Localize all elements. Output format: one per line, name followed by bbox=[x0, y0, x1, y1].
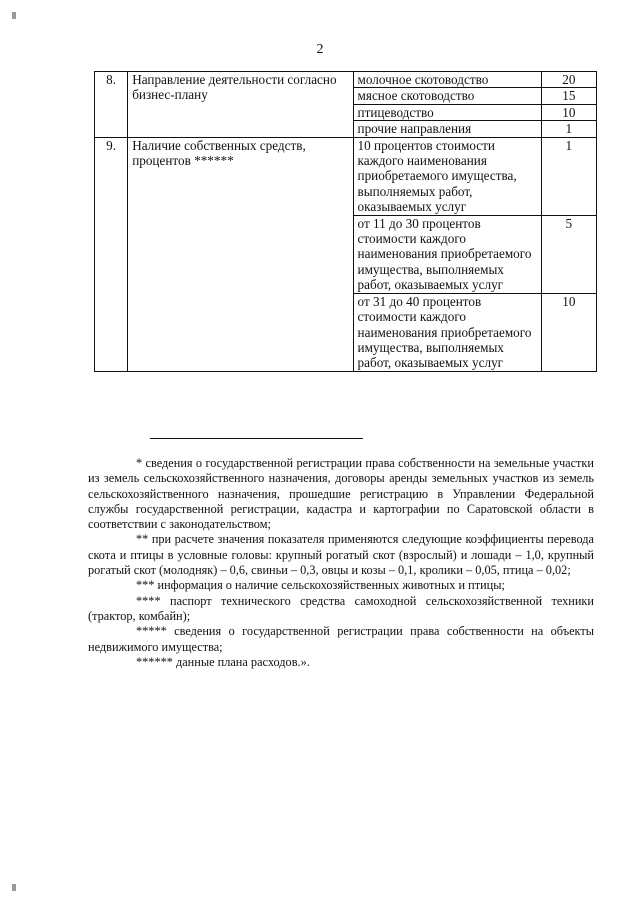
table-row bbox=[95, 72, 597, 88]
row-number: 9. bbox=[95, 137, 128, 371]
option-points: 10 bbox=[541, 293, 596, 371]
table-row bbox=[95, 137, 597, 215]
criterion-name: Направление деятельности согласно бизнес-плану bbox=[128, 72, 353, 138]
option-points: 1 bbox=[541, 137, 596, 215]
footnote: **** паспорт технического средства самоходной сельскохозяйственной техники (трактор, комбайн); bbox=[88, 593, 594, 623]
criterion-name: Наличие собственных средств, процентов ****** bbox=[128, 137, 353, 371]
option-points: 20 bbox=[541, 72, 596, 88]
criteria-table bbox=[94, 71, 597, 372]
option-text: от 31 до 40 процентов стоимости каждого наименования приобретаемого имущества, выполняемых работ, оказываемых услуг bbox=[353, 293, 541, 371]
option-text: птицеводство bbox=[353, 104, 541, 120]
option-text: прочие направления bbox=[353, 121, 541, 137]
scan-mark bbox=[12, 12, 16, 19]
scan-mark bbox=[12, 884, 16, 891]
footnote: *** информация о наличие сельскохозяйственных животных и птицы; bbox=[136, 578, 505, 593]
option-text: мясное скотоводство bbox=[353, 88, 541, 104]
page-number: 2 bbox=[316, 42, 324, 57]
option-points: 10 bbox=[541, 104, 596, 120]
footnote: * сведения о государственной регистрации права собственности на земельные участки из земель сельскохозяйственного назначения, договоры аренды земельных участков из земель сельскохозяйственного назначения, прошедшие регистрацию в Управлении Федеральной службы государственной регистрации, кадастра и картографии по Саратовской области в соответствии с законодательством; bbox=[88, 456, 594, 532]
row-number: 8. bbox=[95, 72, 128, 138]
footnote-separator bbox=[150, 438, 363, 439]
footnote: ***** сведения о государственной регистрации права собственности на объекты недвижимого имущества; bbox=[88, 624, 594, 654]
option-points: 1 bbox=[541, 121, 596, 137]
option-points: 5 bbox=[541, 215, 596, 293]
footnotes bbox=[88, 456, 594, 670]
option-points: 15 bbox=[541, 88, 596, 104]
option-text: от 11 до 30 процентов стоимости каждого наименования приобретаемого имущества, выполняемых работ, оказываемых услуг bbox=[353, 215, 541, 293]
footnote: ** при расчете значения показателя применяются следующие коэффициенты перевода скота и птицы в условные головы: крупный рогатый скот (взрослый) и лошади – 1,0, крупный рогатый скот (молодняк) – 0,6, свиньи – 0,3, овцы и козы – 0,1, кролики – 0,05, птица – 0,02; bbox=[88, 532, 594, 578]
footnote: ****** данные плана расходов.». bbox=[136, 654, 310, 669]
option-text: молочное скотоводство bbox=[353, 72, 541, 88]
option-text: 10 процентов стоимости каждого наименования приобретаемого имущества, выполняемых работ, оказываемых услуг bbox=[353, 137, 541, 215]
